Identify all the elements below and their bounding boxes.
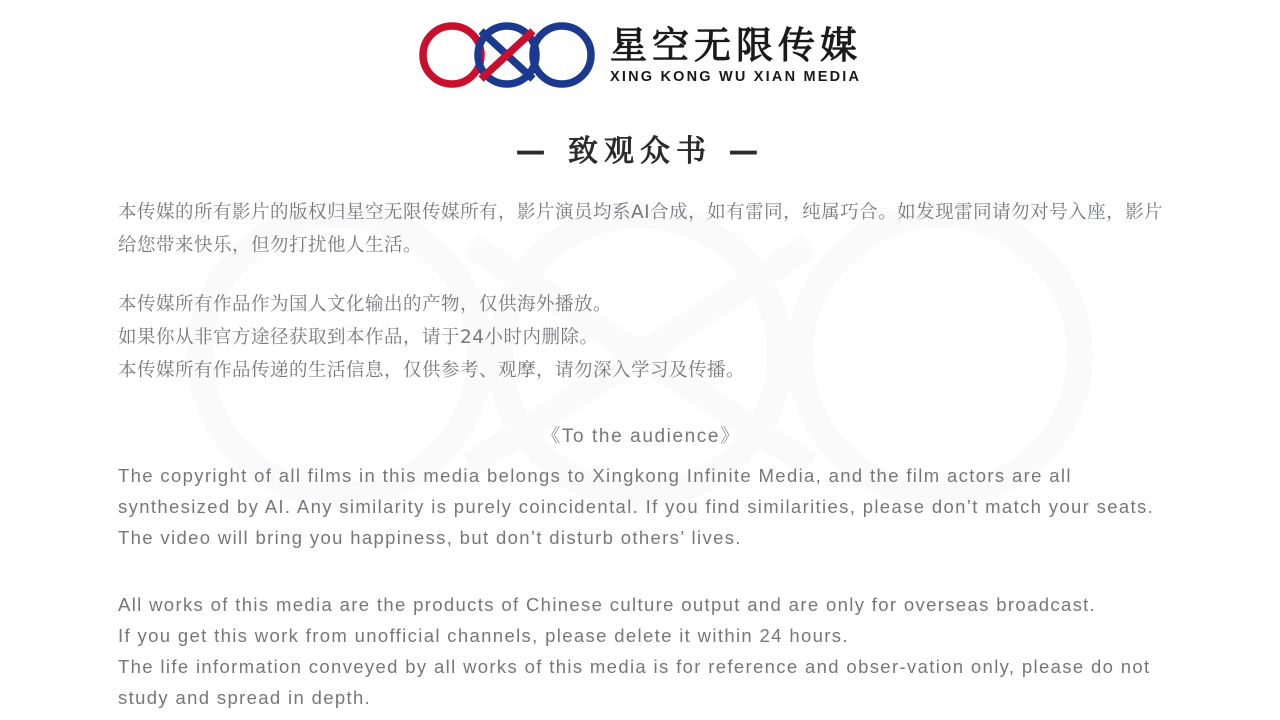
brand-header <box>0 14 1280 96</box>
chinese-paragraph-2-line-2: 如果你从非官方途径获取到本作品，请于24小时内删除。 <box>118 327 599 348</box>
english-paragraph-2-line-2: If you get this work from unofficial channels, please delete it within 24 hours. <box>118 625 849 646</box>
chinese-paragraph-1 <box>118 196 1164 262</box>
infinity-rings-logo-icon <box>418 19 596 91</box>
chinese-paragraph-2-line-1: 本传媒所有作品作为国人文化输出的产物，仅供海外播放。 <box>118 294 613 315</box>
english-paragraph-1 <box>118 460 1164 553</box>
page-title: — 致观众书 — <box>515 134 765 169</box>
notice-content <box>118 196 1164 713</box>
brand-name-cn: 星空无限传媒 <box>610 23 862 67</box>
english-paragraph-1-text: The copyright of all films in this media belongs to Xingkong Infinite Media, and the film actors are all synthesized by AI. Any similarity is purely coincidental. If you find similarities, please don’t match your seats. The video will bring you happiness, but don’t disturb others’ lives. <box>118 465 1155 548</box>
brand-wordmark <box>610 25 862 86</box>
chinese-paragraph-1-text: 本传媒的所有影片的版权归星空无限传媒所有，影片演员均系AI合成，如有雷同，纯属巧合。如发现雷同请勿对号入座，影片给您带来快乐，但勿打扰他人生活。 <box>118 202 1164 256</box>
english-heading: 《To the audience》 <box>541 426 741 447</box>
chinese-paragraph-2 <box>118 288 1164 387</box>
spacer <box>118 553 1164 577</box>
english-paragraph-2 <box>118 589 1164 713</box>
brand-name-en: XING KONG WU XIAN MEDIA <box>610 69 862 86</box>
chinese-paragraph-2-line-3: 本传媒所有作品传递的生活信息，仅供参考、观摩，请勿深入学习及传播。 <box>118 360 746 381</box>
spacer <box>118 262 1164 288</box>
english-paragraph-2-line-1: All works of this media are the products of Chinese culture output and are only for overseas broadcast. <box>118 594 1097 615</box>
english-paragraph-2-line-3: The life information conveyed by all works of this media is for reference and obser-vation only, please do not study and spread in depth. <box>118 656 1151 708</box>
